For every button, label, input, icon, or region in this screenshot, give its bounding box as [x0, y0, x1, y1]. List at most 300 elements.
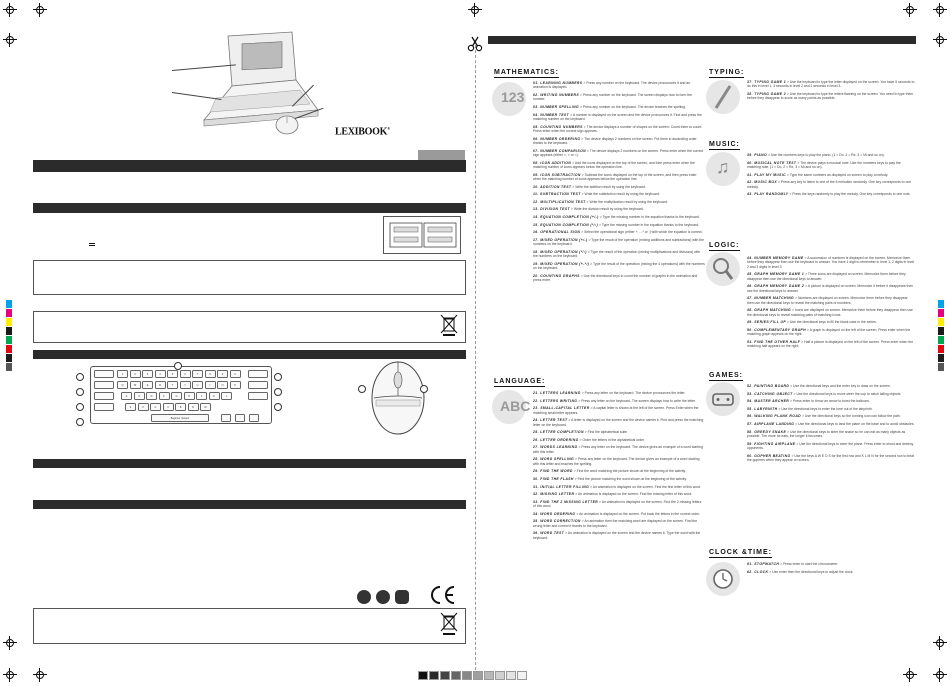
header-bar: [488, 36, 916, 44]
mouse-illustration: [272, 108, 302, 138]
activity-item: [533, 512, 705, 516]
activity-name: 23. SMALL-CAPITAL LETTER: [533, 406, 590, 411]
activity-description: > The device displays a number of shapes on the screen: Count them to count. Press enter when the correct sign appears.: [533, 124, 703, 133]
activity-description: > Use the directional keys to steer the snake so he can eat as many objects as possible. The more he eats, the longer it becomes.: [747, 429, 906, 438]
activity-name: 01. LEARNING NUMBERS: [533, 81, 583, 85]
dc-symbol: [89, 243, 95, 246]
activity-description: > Type the same numbers as displayed on screen to play a melody.: [786, 172, 889, 177]
activity-name: 27. WORDS LEARNING: [533, 445, 578, 450]
games-console-icon: [706, 382, 740, 416]
activity-name: 29. FIND THE WORD: [533, 469, 573, 474]
activity-description: > Write the multiplication result by using the keyboard.: [585, 199, 668, 204]
registration-mark: [3, 668, 17, 682]
activity-name: 11. SUBTRACTION TEST: [533, 192, 581, 197]
activity-description: > Three icons are displayed on screen. Memorize them before they disappear then use the directional keys to answer.: [747, 272, 906, 281]
callout-marker: [274, 388, 282, 396]
activity-item: [533, 105, 705, 109]
callout-marker: [76, 373, 84, 381]
activity-name: 14. EQUATION COMPLETION (+/-): [533, 214, 599, 219]
activity-item: [533, 477, 705, 481]
activity-name: 50. COMPLEMENTARY GRAPH: [747, 328, 806, 332]
activity-name: 10. ADDITION TEST: [533, 184, 572, 189]
activity-name: 09. ICON SUBTRACTION: [533, 172, 581, 177]
activity-description: > Type the missing number in the equation thanks to the keyboard.: [598, 222, 700, 227]
clock-list: [747, 562, 915, 577]
activity-name: 13. DIVISION TEST: [533, 207, 570, 212]
activity-description: > Use the keyboard to type the letter displayed on the screen. You have 5 seconds to do this in level 1, 3 seconds in level 2 and 2 seconds in level 3.: [747, 80, 915, 89]
activity-item: [533, 531, 705, 540]
games-list: [747, 384, 915, 466]
activity-item: [747, 407, 915, 411]
keyboard-key: [94, 392, 114, 400]
registration-mark: [3, 636, 17, 650]
activity-description: > Subtract the icons displayed on the top of the screen, and then press enter when the matching number of icons appears below the operation line.: [533, 172, 697, 181]
activity-item: [747, 161, 915, 170]
keyboard-key: C: [150, 403, 161, 411]
facebook-icon: [357, 590, 371, 604]
activity-name: 56. WALKING PLANK ROAD: [747, 414, 802, 419]
color-swatch-strip-right: [938, 300, 944, 372]
color-swatch: [6, 300, 12, 308]
gray-swatch: [462, 671, 472, 680]
language-tab: [418, 150, 465, 160]
registration-mark: [3, 33, 17, 47]
section-bar: [33, 160, 466, 172]
activity-description: > The device displays 2 numbers on the screen. Press enter when the correct sign appears (either <, > or =).: [533, 148, 704, 157]
weee-notice-box-bottom: [33, 608, 466, 644]
activity-name: 05. COUNTING NUMBERS: [533, 124, 583, 129]
activity-item: [533, 215, 705, 219]
gray-swatch: [451, 671, 461, 680]
keyboard-key: Beginner / Expert: [151, 414, 209, 422]
gray-swatch: [429, 671, 439, 680]
activity-item: [747, 180, 915, 189]
section-title-typing: TYPING:: [709, 69, 745, 76]
callout-marker: [76, 388, 84, 396]
activity-item: [533, 125, 705, 134]
activity-item: [533, 207, 705, 211]
section-title-games: GAMES:: [709, 372, 743, 379]
keyboard-key: [248, 381, 268, 389]
activity-item: [747, 272, 915, 281]
activity-description: > Write the subtraction result by using the keyboard.: [580, 192, 660, 197]
activity-item: [747, 320, 915, 324]
activity-item: [747, 173, 915, 177]
section-bar: [33, 500, 466, 509]
registration-mark: [3, 3, 17, 17]
activity-description: > A letter is displayed on the screen and the device names it. Find and press the matching letter on the keyboard.: [533, 418, 704, 427]
gray-swatch: [440, 671, 450, 680]
activity-name: 42. MUSIC BOX: [747, 180, 778, 185]
music-list: [747, 153, 915, 200]
activity-name: 49. SERIES FILL UP: [747, 320, 786, 325]
keyboard-key: N: [188, 403, 199, 411]
activity-description: > Press any letter on the keyboard. The screen displays how to write the letter.: [577, 398, 696, 403]
activity-item: [747, 296, 915, 305]
activity-description: > Find the alphabetical suite.: [583, 430, 628, 435]
keyboard-key: E: [142, 381, 153, 389]
keyboard-key: S: [134, 392, 145, 400]
crossed-bin-icon: [440, 612, 458, 636]
activity-description: > Press enter to start the chronometer.: [779, 562, 839, 566]
activity-item: [533, 438, 705, 442]
gray-swatch: [506, 671, 516, 680]
scissors-icon: [467, 36, 483, 52]
activity-item: [747, 392, 915, 396]
activity-item: [533, 81, 705, 90]
activity-name: 46. GRAPH MEMORY GAME 2: [747, 284, 805, 289]
keyboard-key: V: [163, 403, 174, 411]
section-bar: [33, 203, 466, 213]
section-title-mathematics: MATHEMATICS:: [494, 69, 560, 76]
activity-description: > Type the result of the operation (mixing the 4 operations) with the numbers on the keyboard.: [533, 261, 705, 271]
keyboard-key: [249, 414, 259, 422]
battery-compartment: [383, 216, 461, 254]
activity-description: > Press any number on the keyboard. The device pronounces it and an animation is displayed.: [533, 81, 691, 90]
color-swatch: [6, 327, 12, 335]
callout-marker: [174, 362, 182, 370]
activity-item: [747, 414, 915, 418]
activity-item: [747, 442, 915, 451]
activity-description: > Use the directional keys so the running icon can follow the path.: [801, 414, 901, 419]
activity-name: 19. MIXED OPERATION (+-*/): [533, 261, 590, 266]
activity-description: > Icons are displayed on screen. Memorize them before they disappear then use the directional keys to reveal matching pairs of matching icons.: [747, 308, 913, 317]
activity-item: [747, 422, 915, 426]
keyboard-key: [221, 414, 231, 422]
activity-item: [747, 256, 915, 269]
activity-name: 06. NUMBER ORDERING: [533, 136, 581, 141]
activity-item: [533, 223, 705, 227]
keyboard-key: [94, 370, 114, 378]
keyboard-key: 6: [180, 370, 191, 378]
activity-name: 20. COUNTING GRAPHS: [533, 273, 580, 278]
activity-item: [747, 284, 915, 293]
activity-description: > An animation is displayed on the screen. Find the first letter of this word.: [589, 484, 701, 489]
lexibook-logo: [335, 126, 390, 137]
activity-name: 12. MULTIPLICATION TEST: [533, 199, 586, 204]
activity-description: > Select the operational sign (either +, -, * or :) with which the equation is correct.: [580, 230, 703, 235]
keyboard-key: A: [121, 392, 132, 400]
activity-item: [533, 250, 705, 259]
activity-item: [533, 200, 705, 204]
twitter-icon: [376, 590, 390, 604]
ce-mark-icon: [427, 584, 457, 606]
keyboard-key: 0: [230, 370, 241, 378]
activity-description: > Press any number on the keyboard. The screen displays how to form the number.: [533, 93, 692, 102]
keyboard-key: U: [192, 381, 203, 389]
activity-item: [533, 93, 705, 102]
activity-description: > Use the directional keys and the enter key to draw on the screen.: [789, 384, 891, 388]
activity-description: > A number is displayed on the screen and the device pronounces it. Find and press the matching number on the keyboard.: [533, 112, 702, 121]
activity-item: [747, 384, 915, 388]
activity-item: [533, 185, 705, 189]
color-swatch: [938, 300, 944, 308]
keyboard-key: 7: [192, 370, 203, 378]
activity-name: 39. PIANO: [747, 153, 767, 157]
activity-item: [533, 519, 705, 528]
activity-description: > Use the directional keys to count the number of graphs in the animation and press enter.: [533, 273, 698, 283]
activity-name: 37. TYPING GAME 1: [747, 80, 787, 84]
registration-mark: [33, 3, 47, 17]
color-swatch: [6, 363, 12, 371]
logic-magnifier-icon: [706, 252, 740, 286]
keyboard-key: D: [146, 392, 157, 400]
activity-name: 38. TYPING GAME 2: [747, 92, 787, 96]
crossed-bin-icon: [440, 314, 458, 336]
activity-name: 59. FIGHTING AIRPLANE: [747, 441, 796, 446]
activity-item: [747, 92, 915, 101]
color-swatch-strip-left: [6, 300, 12, 372]
activity-name: 04. NUMBER TEST: [533, 112, 570, 117]
activity-item: [533, 469, 705, 473]
gray-scale-strip: [418, 671, 528, 680]
section-bar: [33, 459, 466, 468]
activity-item: [533, 430, 705, 434]
activity-name: 21. LETTERS LEARNING: [533, 391, 581, 395]
activity-item: [533, 192, 705, 196]
keyboard-key: 1: [117, 370, 128, 378]
keyboard-key: W: [130, 381, 141, 389]
activity-name: 32. MISSING LETTER: [533, 492, 575, 497]
activity-name: 31. INITIAL LETTER FILLING: [533, 484, 590, 489]
section-title-music: MUSIC:: [709, 141, 740, 148]
activity-name: 22. LETTERS WRITING: [533, 398, 578, 403]
activity-name: 08. ICON ADDITION: [533, 160, 572, 165]
keyboard-key: J: [196, 392, 207, 400]
keyboard-key: [94, 381, 114, 389]
activity-item: [747, 562, 915, 566]
warning-box: [33, 260, 466, 295]
instagram-icon: [395, 590, 409, 604]
logo-text: LEXIBOOK: [335, 126, 388, 138]
activity-description: > Press the keys randomly to play the melody. One key corresponds to one note.: [788, 192, 911, 197]
registration-mark: [933, 33, 947, 47]
activity-name: 36. WORD TEST: [533, 531, 565, 536]
activity-item: [747, 328, 915, 337]
activity-description: > Find the word matching the picture shown at the beginning of the activity.: [572, 469, 686, 474]
fold-line: [475, 40, 476, 670]
keyboard-key: R: [155, 381, 166, 389]
activity-item: [747, 153, 915, 157]
activity-description: > Type the missing number in the equation thanks to the keyboard.: [598, 214, 700, 219]
keyboard-key: Q: [117, 381, 128, 389]
activity-name: 28. WORD SPELLING: [533, 457, 575, 462]
activity-name: 44. NUMBER MEMORY GAME: [747, 256, 804, 260]
activity-name: 47. NUMBER MATCHING: [747, 296, 795, 301]
keyboard-key: Y: [180, 381, 191, 389]
registration-mark: [468, 3, 482, 17]
activity-item: [747, 340, 915, 349]
activity-description: > A graph is displayed on the left of the screen. Press enter when the matching graph appears on the right.: [747, 328, 911, 337]
activity-description: > An animation is displayed on the screen. Put back the letters in the correct order.: [575, 511, 701, 516]
activity-name: 33. FIND THE 2 MISSING LETTER: [533, 499, 599, 504]
keyboard-key: X: [138, 403, 149, 411]
activity-item: [533, 137, 705, 146]
activity-description: > Press any number on the keyboard. The device teaches the spelling.: [579, 105, 686, 109]
activity-description: > An animation is displayed on the screen. Find the missing letter of this word.: [574, 492, 693, 497]
gray-swatch: [418, 671, 428, 680]
activity-item: [747, 399, 915, 403]
color-swatch: [938, 327, 944, 335]
activity-item: [747, 454, 915, 463]
keyboard-key: [248, 370, 268, 378]
activity-name: 58. GREEDY SNAKE: [747, 429, 787, 434]
color-swatch: [938, 318, 944, 326]
activity-item: [747, 308, 915, 317]
activity-name: 07. NUMBER COMPARISON: [533, 148, 586, 153]
callout-marker: [358, 385, 366, 393]
keyboard-key: M: [200, 403, 211, 411]
activity-description: > Use the directional keys to steer the plane. Press enter to shoot and destroy opponents.: [747, 441, 914, 450]
activity-description: > An animation is displayed on the screen. Find the 2 missing letters of this word.: [533, 499, 702, 509]
activity-description: > A capital letter is shown at the left of the screen. Press Enter when the matching small letter appears.: [533, 406, 699, 415]
activity-item: [533, 492, 705, 496]
color-swatch: [938, 309, 944, 317]
activity-item: [747, 80, 915, 89]
activity-name: 02. WRITING NUMBERS: [533, 93, 580, 97]
keyboard-key: 2: [130, 370, 141, 378]
keyboard-key: T: [167, 381, 178, 389]
activity-name: 41. PLAY MY MUSIC: [747, 172, 787, 177]
activity-description: > Numbers are displayed on screen. Memorize them before they disappear then use the directional keys to reveal the matching pairs of numbers.: [747, 296, 908, 305]
callout-marker: [274, 403, 282, 411]
activity-item: [533, 500, 705, 509]
typing-pencil-icon: [706, 80, 740, 114]
activity-item: [533, 399, 705, 403]
keyboard-key: K: [209, 392, 220, 400]
activity-name: 55. LABYRINTH: [747, 406, 778, 411]
registration-mark: [33, 668, 47, 682]
activity-item: [533, 457, 705, 466]
activity-name: 51. FIND THE OTHER HALF: [747, 340, 801, 344]
keyboard-key: 3: [142, 370, 153, 378]
activity-description: > Use the keyboard to type the letters flashing on the screen. You need to type them before they disappear to score as many points as possible.: [747, 92, 914, 101]
activity-name: 60. GOPHER BEATING: [747, 453, 791, 458]
color-swatch: [938, 336, 944, 344]
color-swatch: [938, 345, 944, 353]
activity-item: [533, 113, 705, 122]
keyboard-key: P: [230, 381, 241, 389]
keyboard-key: 8: [205, 370, 216, 378]
callout-marker: [76, 403, 84, 411]
gray-swatch: [495, 671, 505, 680]
activity-description: > Press any letter on the keyboard. The device gives an example of a word starting with this letter and teaches the spelling.: [533, 457, 700, 466]
activity-name: 25. LETTER COMPLETION: [533, 430, 584, 435]
activity-description: > Press any key to listen to one of the 6 melodies randomly. One key corresponds to one melody.: [747, 180, 912, 189]
keyboard-key: 4: [155, 370, 166, 378]
registration-mark: [933, 636, 947, 650]
keyboard-key: O: [217, 381, 228, 389]
keyboard-key: [235, 414, 245, 422]
section-title-clock: CLOCK &TIME:: [709, 549, 772, 556]
keyboard-key: 9: [217, 370, 228, 378]
activity-name: 34. WORD ORDERING: [533, 511, 576, 516]
activity-name: 43. PLAY RANDOMLY: [747, 192, 789, 197]
activity-name: 16. OPERATIONAL SIGN: [533, 230, 581, 235]
activity-description: > The device plays a musical note. Use the numbers keys to play the matching note. (1 = Do, 2 = Re, 3 = Mi and so on).: [747, 160, 901, 169]
activity-item: [533, 418, 705, 427]
activity-description: > Use the directional keys to land the plane on the base and to avoid obstacles.: [794, 421, 915, 426]
mouse-diagram: [360, 358, 436, 438]
color-swatch: [6, 345, 12, 353]
keyboard-key: H: [184, 392, 195, 400]
keyboard-key: I: [205, 381, 216, 389]
activity-name: 30. FIND THE FLASH: [533, 476, 574, 481]
activity-item: [533, 149, 705, 158]
gray-swatch: [484, 671, 494, 680]
language-list: [533, 391, 705, 543]
color-swatch: [6, 318, 12, 326]
keyboard-illustration: [90, 366, 272, 424]
keyboard-key: B: [175, 403, 186, 411]
activity-description: > Add the icons displayed on the top of the screen, and then press enter when the matching number of icons appears below the operation line.: [533, 160, 695, 169]
activity-name: 57. AIRPLANE LANDING: [747, 421, 795, 426]
section-title-logic: LOGIC:: [709, 242, 740, 249]
activity-name: 62. CLOCK: [747, 569, 769, 574]
activity-description: > Use the directional keys to enter the lone out of the labyrinth.: [777, 406, 873, 411]
activity-name: 26. LETTER ORDERING: [533, 437, 579, 442]
activity-description: > Press any letter on the keyboard. The device gives an example of a word starting with this letter.: [533, 445, 703, 454]
activity-name: 48. GRAPH MATCHING: [747, 308, 792, 313]
keyboard-key: L: [221, 392, 232, 400]
activity-description: > Use the directional keys to fill the blank case in the series.: [785, 320, 877, 325]
registration-mark: [903, 668, 917, 682]
laptop-illustration: [200, 28, 320, 138]
activity-name: 24. LETTER TEST: [533, 418, 568, 423]
keyboard-key: Z: [125, 403, 136, 411]
activity-item: [747, 570, 915, 574]
activity-description: > Press enter to throw an arrow to burst the balloons.: [789, 399, 870, 404]
gray-swatch: [517, 671, 527, 680]
color-swatch: [6, 309, 12, 317]
color-swatch: [938, 363, 944, 371]
activity-item: [533, 238, 705, 247]
activity-description: > Use the numbers keys to play the piano. (1 = Do, 2 = Re, 3 = Mi and so on).: [767, 153, 885, 157]
language-icon: ABC: [492, 390, 526, 424]
keyboard-key: [248, 392, 268, 400]
callout-marker: [76, 418, 84, 426]
activity-name: 53. CATCHING OBJECT: [747, 391, 793, 396]
activity-item: [533, 406, 705, 415]
keyboard-key: F: [159, 392, 170, 400]
activity-description: > Press any letter on the keyboard. The device pronounces the letter.: [580, 391, 686, 395]
activity-description: > Type the result of the operation (mixing additions and subtractions) with the numbers on the keyboard.: [533, 237, 705, 247]
activity-item: [533, 230, 705, 234]
registration-mark: [933, 668, 947, 682]
registration-mark: [903, 3, 917, 17]
logic-list: [747, 256, 915, 352]
activity-name: 18. MIXED OPERATION (*/:): [533, 249, 587, 254]
clock-icon: [706, 562, 740, 596]
color-swatch: [6, 336, 12, 344]
activity-name: 15. EQUATION COMPLETION (*/:): [533, 222, 599, 227]
activity-name: 17. MIXED OPERATION (+/-): [533, 237, 588, 242]
activity-description: > The device displays 2 numbers on the screen. Put them in ascending order thanks to the keyboard.: [533, 136, 697, 145]
activity-item: [533, 161, 705, 170]
activity-name: 03. NUMBER SPELLING: [533, 105, 580, 109]
activity-item: [533, 262, 705, 271]
activity-description: > Order the letters in the alphabetical order.: [578, 437, 645, 442]
logo-registered-mark: ®: [387, 126, 390, 131]
section-title-language: LANGUAGE:: [494, 378, 546, 385]
activity-item: [747, 192, 915, 196]
keyboard-key: G: [171, 392, 182, 400]
music-note-icon: ♫: [706, 152, 740, 186]
activity-description: > Write the addition result by using the keyboard.: [571, 184, 646, 189]
activity-item: [747, 430, 915, 439]
activity-description: > Write the division result by using the keyboard.: [569, 207, 644, 212]
activity-description: > Find the picture matching the word shown at the beginning of the activity.: [573, 476, 687, 481]
